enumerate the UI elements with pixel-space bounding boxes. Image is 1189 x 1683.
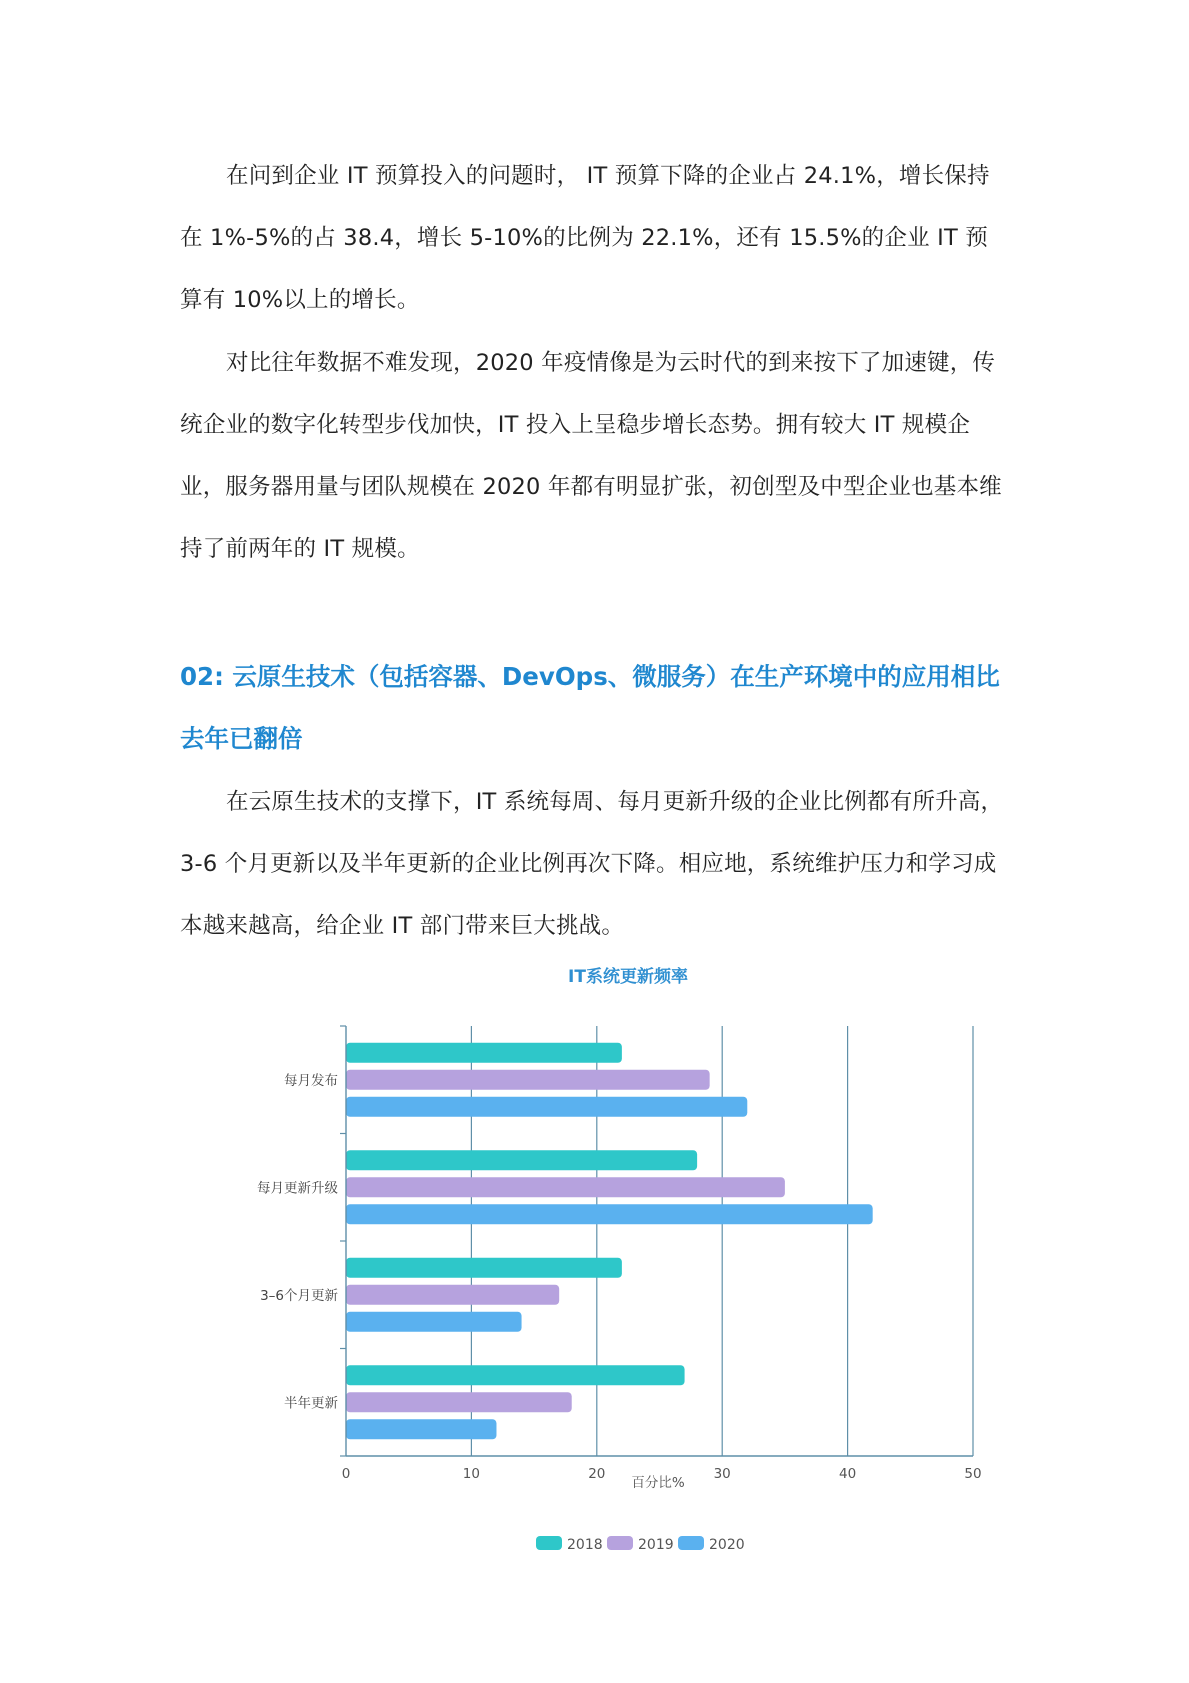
category-label: 每月发布: [284, 1072, 338, 1089]
x-tick-label: 0: [341, 1466, 351, 1482]
bar-2019: [346, 1070, 710, 1090]
chart-grid: [471, 1026, 973, 1456]
paragraph-budget: 在问到企业 IT 预算投入的问题时， IT 预算下降的企业占 24.1%，增长保持在 1%-5%的占 38.4，增长 5-10%的比例为 22.1%，还有 15.5%的企业 IT 预算有 10%以上的增长。: [180, 163, 990, 313]
category-label: 3–6个月更新: [260, 1287, 338, 1304]
category-label: 每月更新升级: [257, 1180, 338, 1197]
paragraph-cloud-native: 在云原生技术的支撑下，IT 系统每周、每月更新升级的企业比例都有所升高，3-6 个月更新以及半年更新的企业比例再次下降。相应地，系统维护压力和学习成本越来越高，给企业 IT 部门带来巨大挑战。: [180, 789, 1004, 939]
bar-2018: [346, 1365, 685, 1385]
legend-label: 2019: [638, 1537, 674, 1553]
chart-title: IT系统更新频率: [568, 967, 688, 987]
bar-2019: [346, 1177, 785, 1197]
bar-2020: [346, 1312, 522, 1332]
section-heading: 02: 云原生技术（包括容器、DevOps、微服务）在生产环境中的应用相比去年已翻倍: [180, 662, 1000, 753]
bar-2019: [346, 1392, 572, 1412]
chart-legend: [536, 1536, 745, 1553]
legend-swatch-2019: [607, 1536, 633, 1550]
x-tick-label: 20: [588, 1466, 606, 1482]
bar-2020: [346, 1204, 873, 1224]
x-tick-label: 10: [462, 1466, 480, 1482]
x-tick-label: 50: [964, 1466, 982, 1482]
bar-2018: [346, 1043, 622, 1063]
chart-bars: [346, 1043, 873, 1440]
category-label: 半年更新: [284, 1395, 338, 1412]
bar-2018: [346, 1150, 697, 1170]
legend-label: 2018: [567, 1537, 603, 1553]
legend-swatch-2020: [678, 1536, 704, 1550]
bar-2018: [346, 1258, 622, 1278]
legend-label: 2020: [709, 1537, 745, 1553]
chart-axes: [257, 1026, 982, 1482]
legend-swatch-2018: [536, 1536, 562, 1550]
bar-2020: [346, 1419, 496, 1439]
x-tick-label: 40: [839, 1466, 857, 1482]
paragraph-comparison: 对比往年数据不难发现，2020 年疫情像是为云时代的到来按下了加速键，传统企业的数字化转型步伐加快，IT 投入上呈稳步增长态势。拥有较大 IT 规模企业，服务器用量与团队规模在 2020 年都有明显扩张，初创型及中型企业也基本维持了前两年的 IT 规模。: [180, 350, 1002, 562]
x-tick-label: 30: [713, 1466, 731, 1482]
x-axis-title: 百分比%: [631, 1475, 685, 1491]
bar-2020: [346, 1097, 747, 1117]
bar-2019: [346, 1285, 559, 1305]
